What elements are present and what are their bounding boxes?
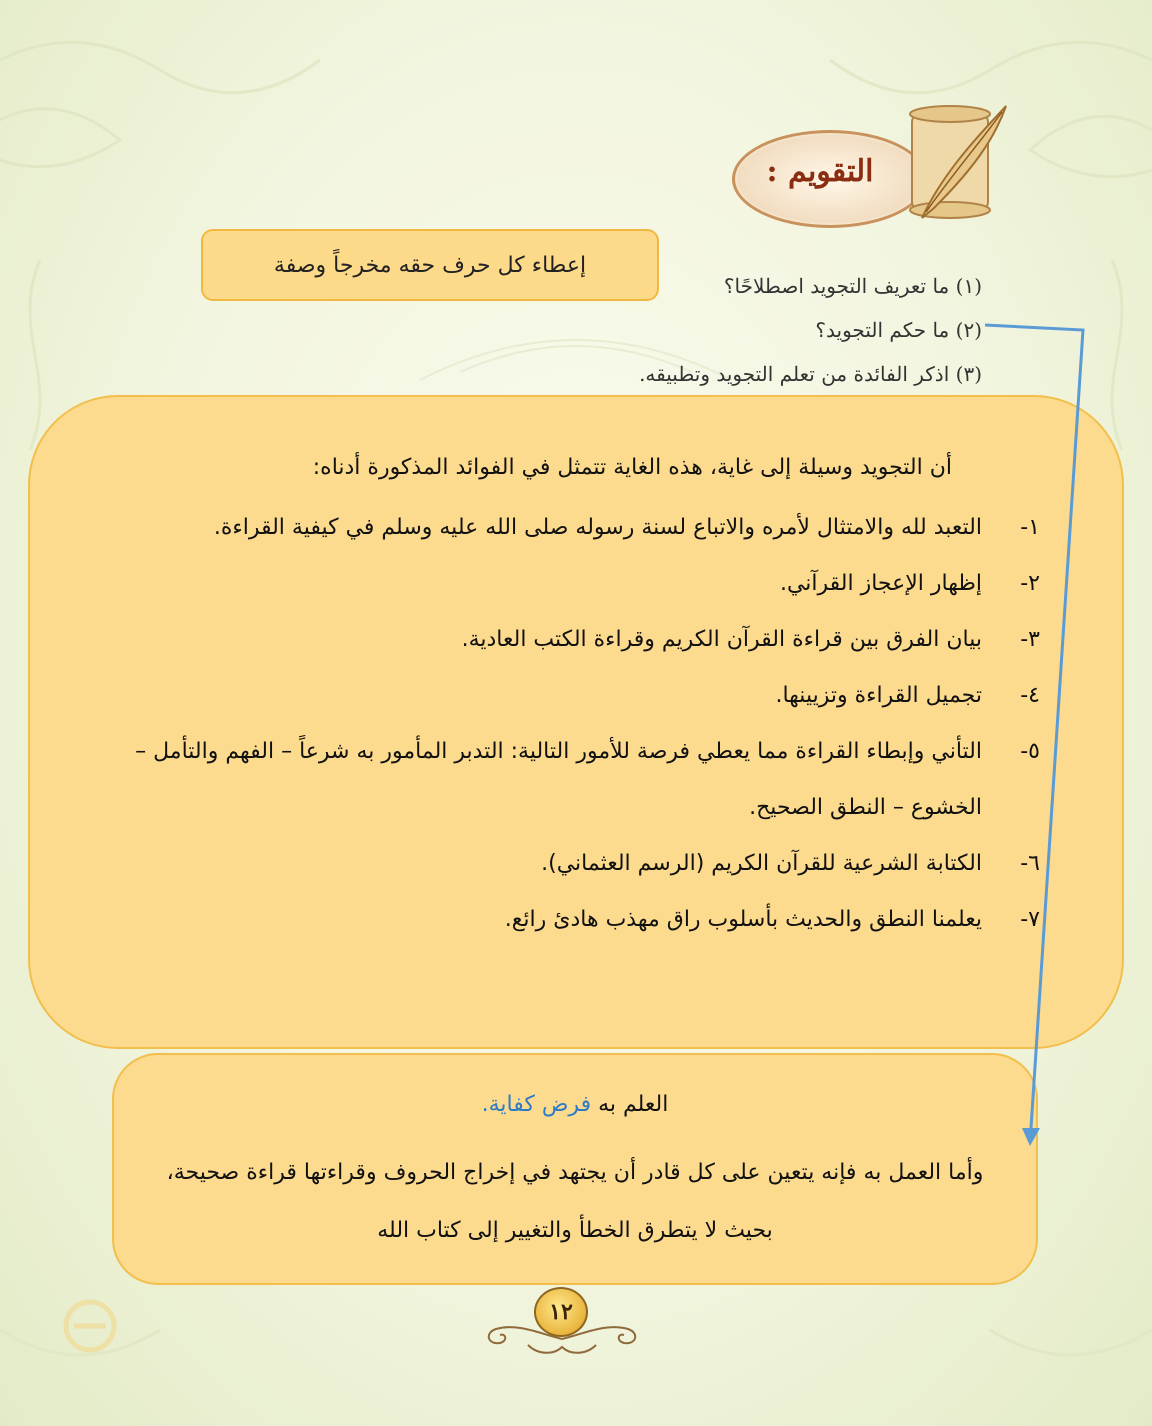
benefits-list xyxy=(80,500,1040,948)
list-item xyxy=(80,892,1040,948)
question-2: (٢) ما حكم التجويد؟ xyxy=(815,318,982,342)
ruling-highlight: فرض كفاية. xyxy=(481,1092,592,1117)
page-number-ornament xyxy=(478,1283,646,1363)
publisher-logo-icon xyxy=(60,1296,120,1356)
list-item-text: بيان الفرق بين قراءة القرآن الكريم وقراءة الكتب العادية. xyxy=(461,627,982,652)
list-item-number: ٢- xyxy=(1020,571,1040,596)
list-item xyxy=(80,556,1040,612)
list-item-text: إظهار الإعجاز القرآني. xyxy=(779,571,982,596)
section-heading xyxy=(732,100,1024,230)
list-item xyxy=(80,724,1040,836)
list-item-number: ٥- xyxy=(1020,739,1040,764)
list-item-number: ٦- xyxy=(1020,851,1040,876)
list-item-text: التأني وإبطاء القراءة مما يعطي فرصة للأمور التالية: التدبر المأمور به شرعاً – الفهم والتأمل – الخشوع – النطق الصحيح. xyxy=(135,739,982,820)
list-item-number: ٤- xyxy=(1020,683,1040,708)
benefits-intro: أن التجويد وسيلة إلى غاية، هذه الغاية تتمثل في الفوائد المذكورة أدناه: xyxy=(312,455,952,480)
question-3: (٣) اذكر الفائدة من تعلم التجويد وتطبيقه. xyxy=(639,362,982,386)
list-item-number: ١- xyxy=(1020,515,1040,540)
page-number: ١٢ xyxy=(534,1287,588,1337)
ruling-first-line xyxy=(112,1092,1038,1117)
ruling-prefix: العلم به xyxy=(591,1092,669,1117)
list-item-number: ٣- xyxy=(1020,627,1040,652)
list-item-text: الكتابة الشرعية للقرآن الكريم (الرسم العثماني). xyxy=(541,851,982,876)
ruling-body: وأما العمل به فإنه يتعين على كل قادر أن يجتهد في إخراج الحروف وقراءتها قراءة صحيحة، بحيث لا يتطرق الخطأ والتغيير إلى كتاب الله xyxy=(166,1160,984,1243)
list-item-number: ٧- xyxy=(1020,907,1040,932)
list-item xyxy=(80,668,1040,724)
list-item xyxy=(80,612,1040,668)
list-item-text: يعلمنا النطق والحديث بأسلوب راق مهذب هادئ رائع. xyxy=(504,907,982,932)
list-item-text: تجميل القراءة وتزيينها. xyxy=(775,683,982,708)
questions-list xyxy=(382,264,982,396)
answer-box-1: إعطاء كل حرف حقه مخرجاً وصفة xyxy=(201,229,659,301)
list-item xyxy=(80,500,1040,556)
list-item xyxy=(80,836,1040,892)
list-item-text: التعبد لله والامتثال لأمره والاتباع لسنة رسوله صلى الله عليه وسلم في كيفية القراءة. xyxy=(213,515,982,540)
heading-title: التقويم : xyxy=(766,154,874,189)
question-1: (١) ما تعريف التجويد اصطلاحًا؟ xyxy=(723,274,982,298)
scroll-quill-icon xyxy=(894,100,1024,230)
